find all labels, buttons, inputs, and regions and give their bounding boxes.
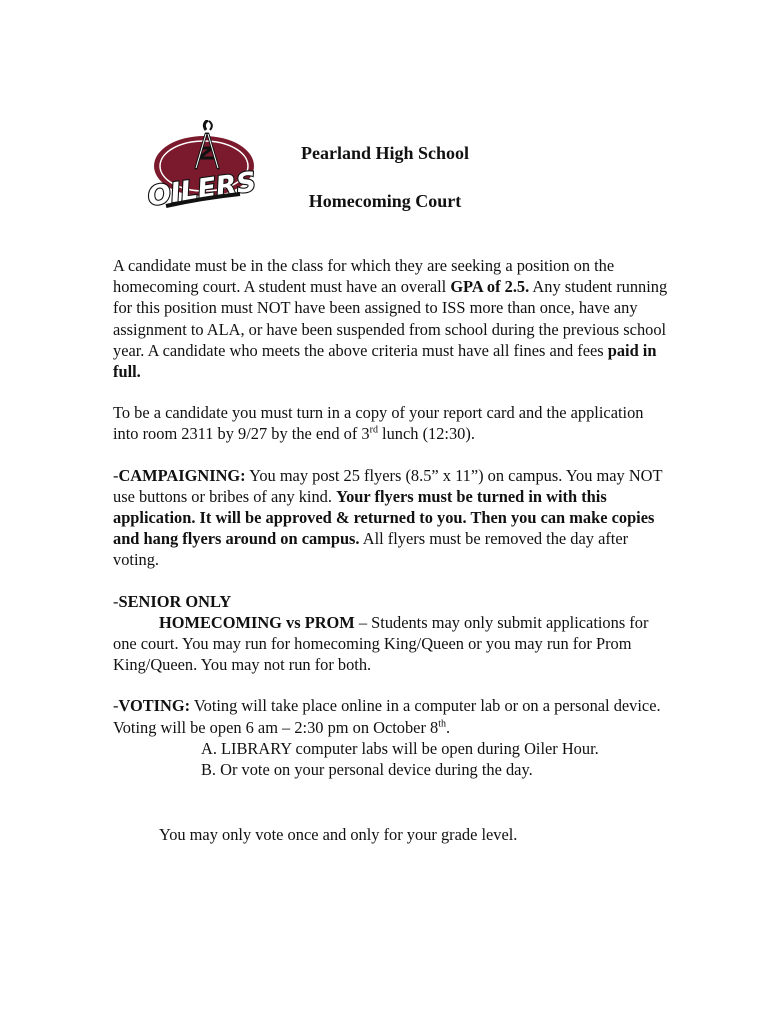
voting-dash: -: [113, 696, 119, 716]
voting-text-1: Voting will take place online in a computer lab or on a personal device. Voting will be open 6 am – 2:30 pm on October 8: [113, 696, 661, 737]
eligibility-gpa: GPA of 2.5.: [450, 277, 530, 297]
voting-heading: VOTING:: [118, 696, 191, 716]
campaigning-heading: CAMPAIGNING:: [118, 465, 246, 485]
senior-paragraph: [113, 591, 673, 676]
campaigning-dash: -: [113, 465, 119, 485]
submission-text-2: lunch (12:30).: [377, 424, 475, 444]
voting-sup: th: [438, 718, 446, 730]
voting-text-2: .: [445, 717, 451, 737]
senior-dash: -: [113, 591, 119, 611]
senior-heading: SENIOR ONLY: [118, 591, 232, 611]
voting-item-a: A. LIBRARY computer labs will be open during Oiler Hour.: [201, 738, 599, 758]
senior-text: – Students may only submit applications for one court. You may run for homecoming King/Queen or you may run for Prom King/Queen. You may not run for both.: [113, 612, 649, 675]
campaigning-text-1: You may post 25 flyers (8.5” x 11”) on campus. You may NOT use buttons or bribes of any kind.: [113, 465, 663, 506]
school-name: Pearland High School: [300, 143, 470, 163]
senior-sub-heading: HOMECOMING vs PROM: [159, 612, 355, 632]
eligibility-paragraph: [113, 255, 673, 382]
eligibility-text-2: Any student running for this position must NOT have been assigned to ISS more than once, have any assignment to ALA, or have been suspended from school during the previous school year. A candidate who meets the above criteria must have all fines and fees: [113, 277, 668, 360]
logo-text: OILERS: [145, 166, 259, 213]
campaigning-paragraph: [113, 465, 673, 571]
submission-sup: rd: [369, 424, 378, 436]
submission-text-1: To be a candidate you must turn in a copy of your report card and the application into room 2311 by 9/27 by the end of 3: [113, 403, 644, 444]
voting-paragraph: [113, 695, 673, 780]
campaigning-bold-rules: Your flyers must be turned in with this application. It will be approved & returned to you. Then you can make copies and hang flyers around on campus.: [113, 486, 655, 549]
closing-paragraph: You may only vote once and only for your grade level.: [159, 825, 518, 845]
voting-item-b: B. Or vote on your personal device during the day.: [201, 760, 533, 780]
oilers-logo: [136, 120, 266, 220]
page-subtitle: Homecoming Court: [308, 191, 462, 211]
eligibility-text-1: A candidate must be in the class for which they are seeking a position on the homecoming court. A student must have an overall: [113, 256, 615, 297]
campaigning-text-2: All flyers must be removed the day after voting.: [113, 529, 629, 570]
eligibility-fees: paid in full.: [113, 340, 657, 382]
submission-paragraph: [113, 402, 673, 444]
document-body: [113, 255, 673, 865]
